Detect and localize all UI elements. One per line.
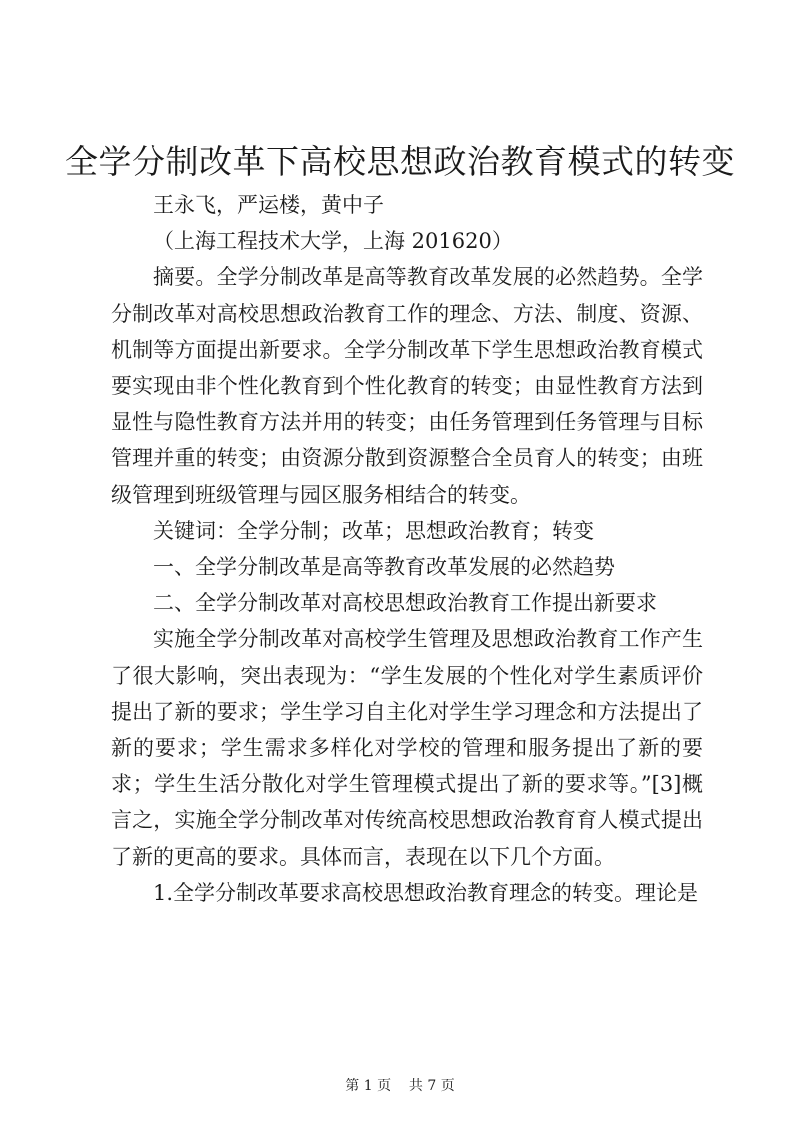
page-footer (0, 1076, 800, 1096)
keywords-line: 关键词：全学分制；改革；思想政治教育；转变 (153, 518, 594, 543)
abstract-paragraph: 摘要。全学分制改革是高等教育改革发展的必然趋势。全学分制改革对高校思想政治教育工作的理念、方法、制度、资源、机制等方面提出新要求。全学分制改革下学生思想政治教育模式要实现由非个性化教育到个性化教育的转变；由显性教育方法到显性与隐性教育方法并用的转变；由任务管理到任务管理与目标管理并重的转变；由资源分散到资源整合全员育人的转变；由班级管理到班级管理与园区服务相结合的转变。 (111, 265, 703, 507)
body-paragraph-2: 1.全学分制改革要求高校思想政治教育理念的转变。理论是 (153, 880, 699, 905)
body-paragraph-1: 实施全学分制改革对高校学生管理及思想政治教育工作产生了很大影响，突出表现为：“学生发展的个性化对学生素质评价提出了新的要求；学生学习自主化对学生学习理念和方法提出了新的要求；学生需求多样化对学校的管理和服务提出了新的要求；学生生活分散化对学生管理模式提出了新的要求等。”[3]概言之，实施全学分制改革对传统高校思想政治教育育人模式提出了新的更高的要求。具体而言，表现在以下几个方面。 (111, 627, 703, 869)
section-heading-1: 一、全学分制改革是高等教育改革发展的必然趋势 (153, 555, 615, 580)
page-number: 第 1 页 (345, 1078, 392, 1094)
authors-line: 王永飞，严运楼，黄中子 (153, 193, 384, 217)
section-heading-2: 二、全学分制改革对高校思想政治教育工作提出新要求 (153, 591, 657, 616)
document-body (111, 187, 703, 911)
document-title: 全学分制改革下高校思想政治教育模式的转变 (65, 142, 735, 181)
total-pages: 共 7 页 (408, 1078, 455, 1094)
affiliation-line: （上海工程技术大学，上海 201620） (153, 229, 513, 254)
